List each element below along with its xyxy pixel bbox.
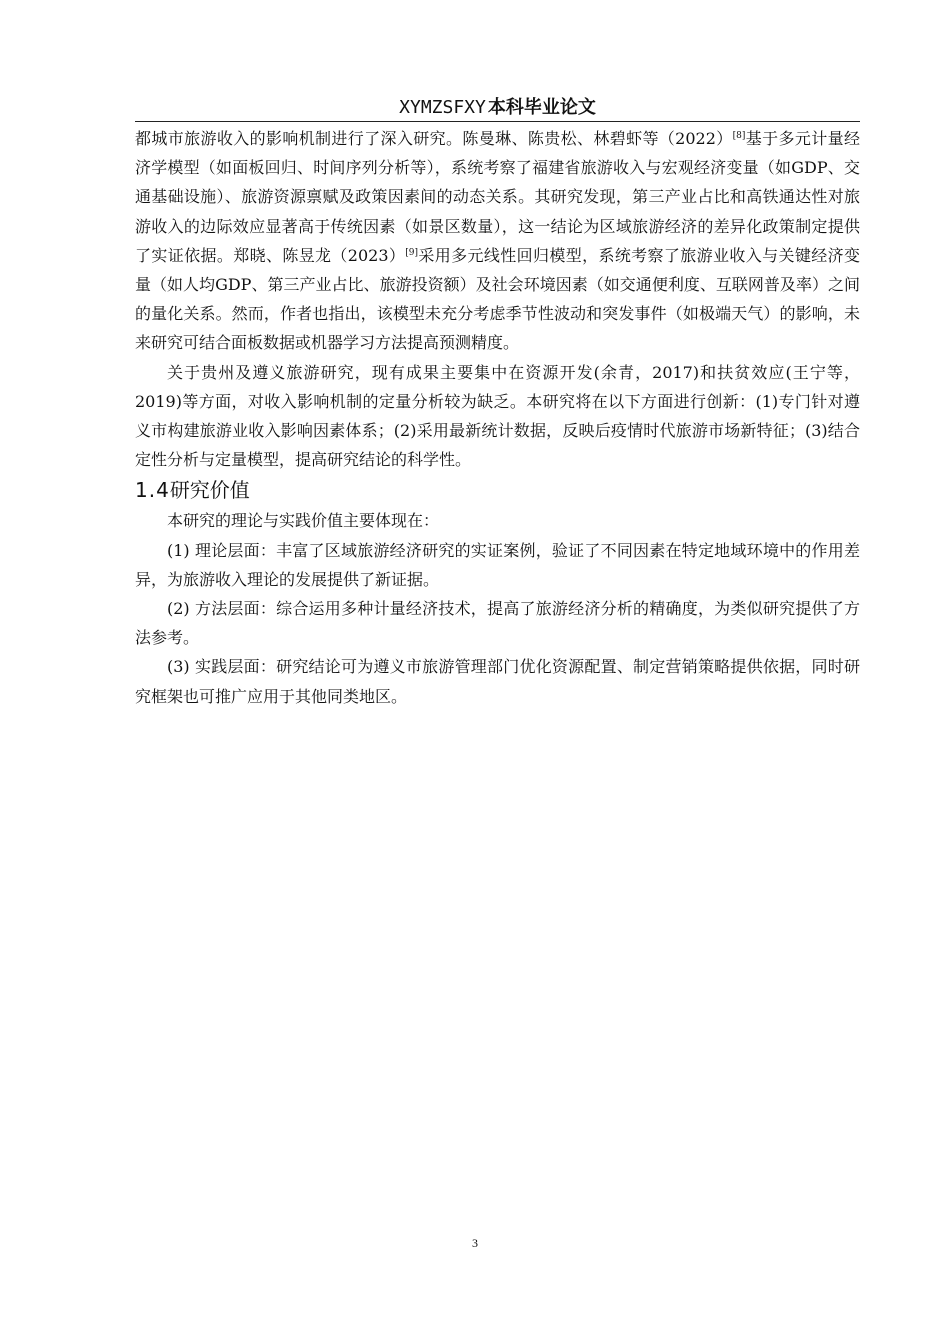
- page-header: [135, 92, 860, 122]
- paragraph-text: 基于多元计量经济学模型（如面板回归、时间序列分析等），系统考察了福建省旅游收入与宏观经济变量（如GDP、交通基础设施）、旅游资源禀赋及政策因素间的动态关系。其研究发现，第三产业占比和高铁通达性对旅游收入的边际效应显著高于传统因素（如景区数量），这一结论为区域旅游经济的差异化政策制定提供了实证依据。郑晓、陈昱龙（2023）: [135, 129, 860, 265]
- paragraph-continued: [135, 124, 860, 358]
- section-heading: [135, 474, 860, 506]
- body-text: [135, 124, 860, 711]
- section-intro: 本研究的理论与实践价值主要体现在：: [167, 511, 440, 531]
- header-label: 本科毕业论文: [487, 97, 596, 118]
- list-item: (3) 实践层面：研究结论可为遵义市旅游管理部门优化资源配置、制定营销策略提供依据，同时研究框架也可推广应用于其他同类地区。: [135, 657, 860, 706]
- list-item: (2) 方法层面：综合运用多种计量经济技术，提高了旅游经济分析的精确度，为类似研究提供了方法参考。: [135, 599, 860, 648]
- section-number: 1.4: [135, 478, 170, 503]
- list-item: (1) 理论层面：丰富了区域旅游经济研究的实证案例，验证了不同因素在特定地域环境中的作用差异，为旅游收入理论的发展提供了新证据。: [135, 540, 860, 589]
- header-code: XYMZSFXY: [399, 97, 486, 118]
- page-number: 3: [472, 1236, 478, 1250]
- paragraph-innovation: 关于贵州及遵义旅游研究，现有成果主要集中在资源开发(余青，2017)和扶贫效应(王宁等，2019)等方面，对收入影响机制的定量分析较为缺乏。本研究将在以下方面进行创新：(1)专门针对遵义市构建旅游业收入影响因素体系；(2)采用最新统计数据，反映后疫情时代旅游市场新特征；(3)结合定性分析与定量模型，提高研究结论的科学性。: [135, 362, 860, 470]
- paragraph-text: 都城市旅游收入的影响机制进行了深入研究。陈曼琳、陈贵松、林碧虾等（2022）: [135, 129, 733, 148]
- paragraph-text: 采用多元线性回归模型，系统考察了旅游业收入与关键经济变量（如人均GDP、第三产业占比、旅游投资额）及社会环境因素（如交通便利度、互联网普及率）之间的量化关系。然而，作者也指出，该模型未充分考虑季节性波动和突发事件（如极端天气）的影响，未来研究可结合面板数据或机器学习方法提高预测精度。: [135, 245, 860, 353]
- citation-ref: [9]: [405, 247, 419, 258]
- section-title-text: 研究价值: [169, 478, 250, 503]
- citation-ref: [8]: [732, 131, 746, 141]
